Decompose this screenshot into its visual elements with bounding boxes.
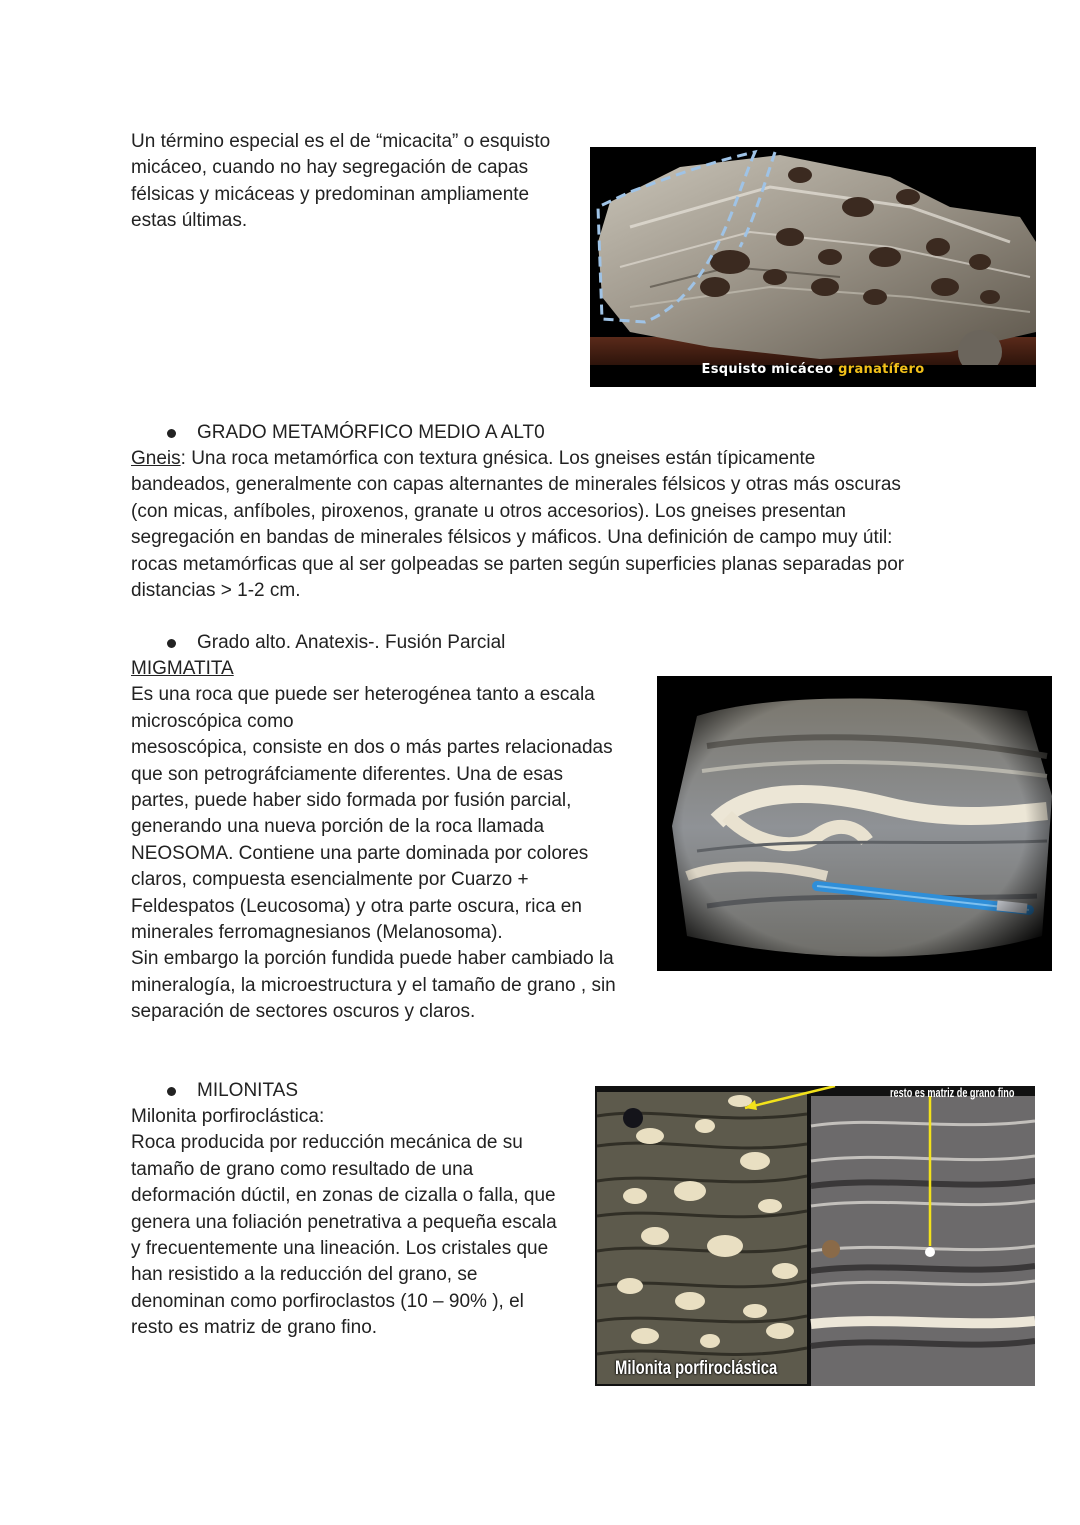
migmatita-line: claros, compuesta esencialmente por Cuarzo +	[131, 869, 529, 891]
migmatita-line: Sin embargo la porción fundida puede haber cambiado la	[131, 948, 614, 970]
caption-plain: Esquisto micáceo	[701, 361, 839, 377]
gneis-line: distancias > 1-2 cm.	[131, 580, 301, 602]
bullet-grado-medio-alto-label: GRADO METAMÓRFICO MEDIO A ALT0	[197, 422, 545, 443]
milonitas-paragraph	[131, 1104, 581, 1342]
micacita-line: félsicas y micáceas y predominan ampliamente	[131, 183, 530, 205]
migmatita-heading: MIGMATITA	[131, 658, 234, 679]
milonitas-subheading: Milonita porfiroclástica:	[131, 1106, 325, 1127]
bullet-grado-medio-alto	[131, 420, 1031, 446]
migmatita-line: Feldespatos (Leucosoma) y otra parte oscura, rica en	[131, 895, 582, 917]
bullet-icon	[167, 429, 176, 438]
migmatita-line: que son petrográfciamente diferentes. Una de esas	[131, 763, 563, 785]
gneis-line-text: : Una roca metamórfica con textura gnésica. Los gneises están típicamente	[180, 448, 816, 469]
gneis-line: segregación en bandas de minerales félsicos y máficos. Una definición de campo muy útil:	[131, 527, 893, 549]
migmatita-rock-illustration	[657, 676, 1052, 971]
milonitas-line: deformación dúctil, en zonas de cizalla o falla, que	[131, 1185, 556, 1207]
gneis-line: bandeados, generalmente con capas alternantes de minerales félsicos y otras más oscuras	[131, 474, 901, 496]
migmatita-line: mineralogía, la microestructura y el tamaño de grano , sin	[131, 974, 616, 996]
milonitas-line: y frecuentemente una lineación. Los cristales que	[131, 1238, 549, 1260]
milonitas-line: tamaño de grano como resultado de una	[131, 1158, 474, 1180]
bullet-icon	[167, 1087, 176, 1096]
bullet-milonitas	[131, 1078, 571, 1104]
milonita-top-label: resto es matriz de grano fino	[890, 1086, 1015, 1100]
milonitas-line: denominan como porfiroclastos (10 – 90% ), el	[131, 1290, 524, 1312]
milonita-caption: Milonita porfiroclástica	[615, 1357, 778, 1379]
migmatita-paragraph	[131, 656, 651, 1026]
bullet-grado-alto	[131, 630, 651, 656]
micacita-line: micáceo, cuando no hay segregación de capas	[131, 157, 529, 179]
esquisto-micaceo-photo	[590, 147, 1036, 387]
milonita-photo	[595, 1086, 1035, 1386]
gneis-line: rocas metamórficas que al ser golpeadas se parten según superficies planas separadas por	[131, 553, 905, 575]
milonitas-line: han resistido a la reducción del grano, se	[131, 1264, 478, 1286]
gneis-line: (con micas, anfíboles, piroxenos, granate u otros accesorios). Los gneises presentan	[131, 500, 846, 522]
milonita-rock-illustration	[595, 1086, 1035, 1386]
bullet-grado-alto-label: Grado alto. Anatexis-. Fusión Parcial	[197, 632, 506, 653]
milonitas-line: Roca producida por reducción mecánica de su	[131, 1132, 523, 1154]
migmatita-line: generando una nueva porción de la roca llamada	[131, 816, 545, 838]
micacita-paragraph	[131, 129, 581, 235]
micacita-line: Un término especial es el de “micacita” o esquisto	[131, 131, 551, 152]
caption-highlight: granatífero	[838, 361, 925, 377]
migmatita-line: minerales ferromagnesianos (Melanosoma).	[131, 922, 503, 944]
milonitas-line: resto es matriz de grano fino.	[131, 1317, 378, 1339]
micacita-line: estas últimas.	[131, 210, 248, 232]
milonitas-line: genera una foliación penetrativa a pequeña escala	[131, 1211, 557, 1233]
gneis-paragraph	[131, 446, 1031, 604]
migmatita-line: mesoscópica, consiste en dos o más partes relacionadas	[131, 737, 613, 759]
migmatita-line: separación de sectores oscuros y claros.	[131, 1001, 476, 1023]
esquisto-caption	[590, 357, 1036, 383]
gneis-line	[131, 446, 1031, 472]
migmatita-line: NEOSOMA. Contiene una parte dominada por colores	[131, 842, 589, 864]
gneis-term: Gneis	[131, 448, 181, 469]
migmatita-line: Es una roca que puede ser heterogénea tanto a escala	[131, 684, 595, 706]
migmatita-line: partes, puede haber sido formada por fusión parcial,	[131, 790, 572, 812]
bullet-icon	[167, 639, 176, 648]
esquisto-rock-illustration	[590, 147, 1036, 387]
bullet-milonitas-label: MILONITAS	[197, 1080, 298, 1101]
migmatita-photo	[657, 676, 1052, 971]
migmatita-line: microscópica como	[131, 710, 294, 732]
